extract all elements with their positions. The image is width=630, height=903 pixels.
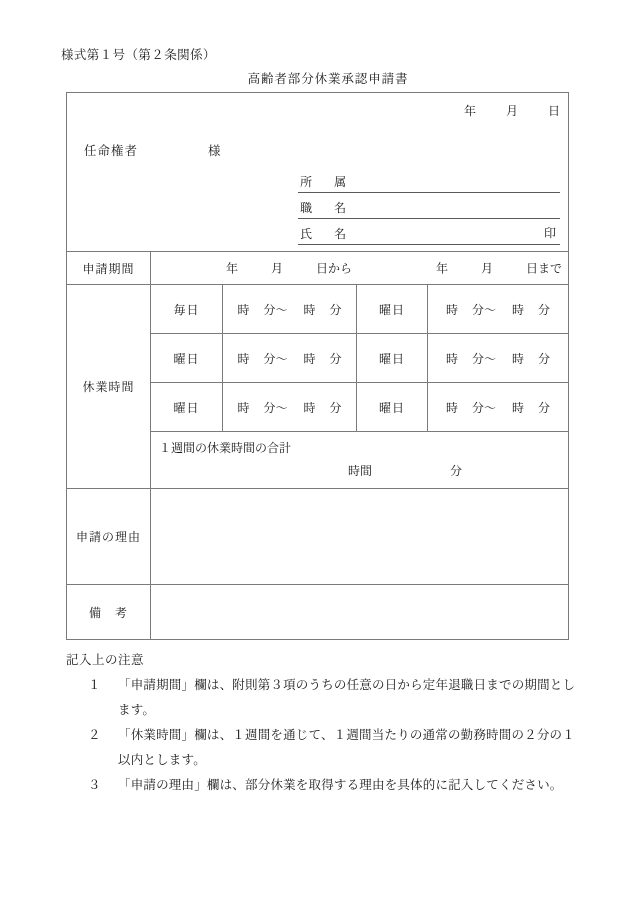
time-hour-start: 時 [446, 400, 459, 415]
table-row-period [67, 252, 569, 285]
leave-time-right-2[interactable] [428, 334, 569, 383]
table-row-remarks [67, 585, 569, 640]
note-text: 「申請期間」欄は、附則第３項のうちの任意の日から定年退職日までの期間とします。 [118, 678, 576, 717]
leave-day-right-1[interactable]: 曜日 [357, 285, 428, 334]
period-from-year: 年 [226, 261, 239, 276]
period-from-day: 日から [316, 261, 353, 276]
position-field[interactable] [298, 197, 560, 219]
time-minute-end: 分 [329, 400, 342, 415]
page-title: 高齢者部分休業承認申請書 [247, 72, 409, 86]
weekly-total-cell[interactable] [151, 432, 569, 489]
table-row-leave-time-1 [67, 285, 569, 334]
note-number: １ [88, 678, 101, 692]
leave-time-left-2[interactable] [223, 334, 357, 383]
date-month-label: 月 [506, 104, 519, 118]
leave-time-right-3[interactable] [428, 383, 569, 432]
period-to-day: 日まで [526, 261, 563, 276]
time-hour-start: 時 [446, 351, 459, 366]
date-line [464, 102, 560, 119]
note-item [66, 673, 586, 723]
seal-label: 印 [544, 226, 557, 240]
time-hour-end: 時 [512, 351, 525, 366]
note-item [66, 723, 586, 773]
total-hour-unit: 時間 [348, 464, 373, 478]
time-minute-end: 分 [538, 302, 551, 317]
time-minute-start: 分～ [472, 302, 497, 317]
appointer-label: 任命権者 [84, 144, 139, 158]
period-to [436, 260, 562, 277]
name-field[interactable] [298, 223, 560, 245]
time-minute-end: 分 [538, 351, 551, 366]
time-minute-end: 分 [329, 302, 342, 317]
leave-day-right-2[interactable]: 曜日 [357, 334, 428, 383]
period-label: 申請期間 [67, 252, 151, 285]
time-minute-start: 分～ [263, 351, 288, 366]
time-minute-end: 分 [538, 400, 551, 415]
leave-time-right-1[interactable] [428, 285, 569, 334]
reason-label: 申請の理由 [67, 489, 151, 585]
date-year-label: 年 [464, 104, 477, 118]
leave-day-left-3[interactable]: 曜日 [151, 383, 223, 432]
time-minute-end: 分 [329, 351, 342, 366]
time-hour-end: 時 [512, 302, 525, 317]
notes-title: 記入上の注意 [66, 653, 145, 667]
leave-day-left-1[interactable]: 毎日 [151, 285, 223, 334]
weekly-total-units [348, 462, 462, 479]
time-hour-start: 時 [237, 302, 250, 317]
name-label: 氏 名 [300, 227, 352, 241]
period-to-month: 月 [481, 261, 494, 276]
time-minute-start: 分～ [263, 302, 288, 317]
note-item [66, 773, 586, 798]
addressee-line [84, 141, 222, 159]
note-text: 「申請の理由」欄は、部分休業を取得する理由を具体的に記入してください。 [118, 778, 563, 792]
position-label: 職 名 [300, 201, 352, 215]
remarks-label: 備 考 [67, 585, 151, 640]
leave-time-label: 休業時間 [67, 285, 151, 489]
period-to-year: 年 [436, 261, 449, 276]
time-hour-start: 時 [237, 351, 250, 366]
time-minute-start: 分～ [263, 400, 288, 415]
total-minute-unit: 分 [450, 464, 463, 478]
addressee-cell [67, 93, 569, 252]
note-number: ２ [88, 728, 101, 742]
period-from-month: 月 [271, 261, 284, 276]
leave-day-right-3[interactable]: 曜日 [357, 383, 428, 432]
notes-section [66, 648, 586, 798]
time-hour-start: 時 [237, 400, 250, 415]
weekly-total-label: １週間の休業時間の合計 [159, 441, 292, 455]
period-from [226, 260, 352, 277]
leave-time-left-3[interactable] [223, 383, 357, 432]
form-number: 様式第１号（第２条関係） [61, 48, 216, 62]
time-hour-end: 時 [303, 302, 316, 317]
time-hour-end: 時 [303, 400, 316, 415]
table-row-reason [67, 489, 569, 585]
leave-time-left-1[interactable] [223, 285, 357, 334]
signature-block [298, 171, 560, 249]
time-hour-end: 時 [512, 400, 525, 415]
reason-value[interactable] [151, 489, 569, 585]
leave-day-left-2[interactable]: 曜日 [151, 334, 223, 383]
application-form-table [66, 92, 569, 640]
period-value-cell[interactable] [151, 252, 569, 285]
time-hour-start: 時 [446, 302, 459, 317]
time-minute-start: 分～ [472, 351, 497, 366]
remarks-value[interactable] [151, 585, 569, 640]
note-number: ３ [88, 778, 101, 792]
table-row-addressee [67, 93, 569, 252]
date-day-label: 日 [548, 104, 561, 118]
note-text: 「休業時間」欄は、１週間を通じて、１週間当たりの通常の勤務時間の２分の１以内とします。 [118, 728, 575, 767]
affiliation-field[interactable] [298, 171, 560, 193]
affiliation-label: 所 属 [300, 175, 352, 189]
time-hour-end: 時 [303, 351, 316, 366]
time-minute-start: 分～ [472, 400, 497, 415]
honorific-label: 様 [208, 144, 222, 158]
